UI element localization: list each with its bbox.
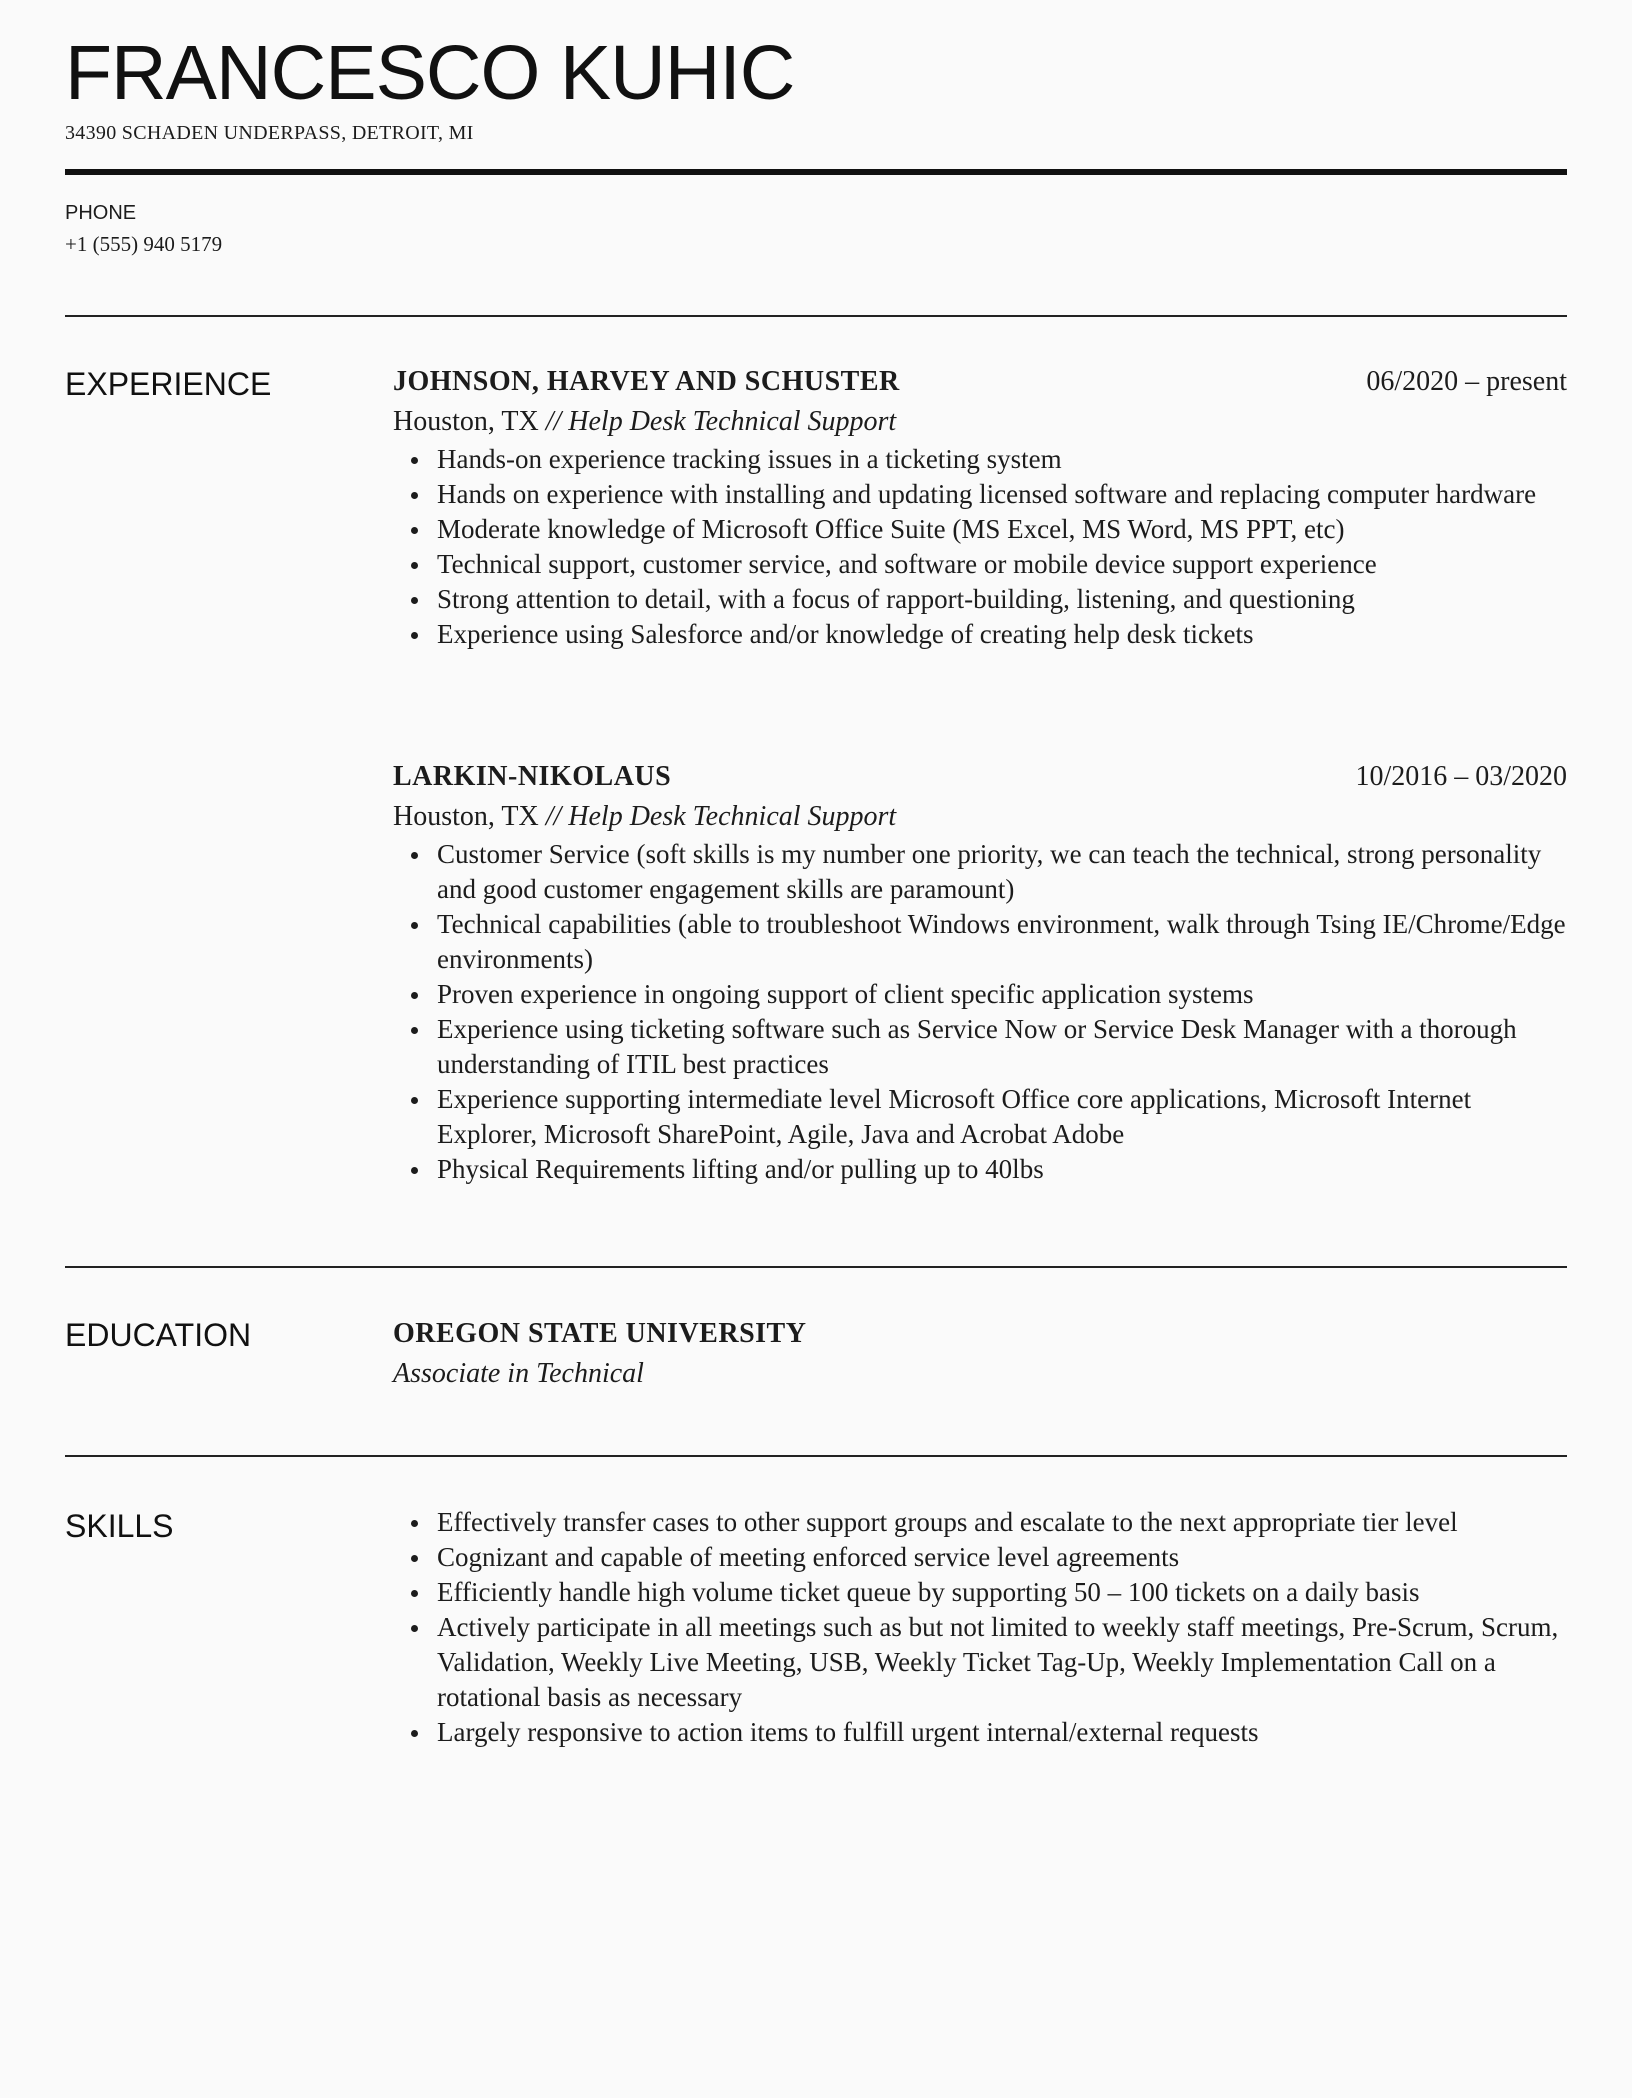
skill-item: Effectively transfer cases to other support groups and escalate to the next appropriate tier level xyxy=(437,1505,1567,1540)
degree-name: Associate in Technical xyxy=(393,1358,644,1389)
bullet-item: Proven experience in ongoing support of client specific application systems xyxy=(437,977,1567,1012)
job-dates: 06/2020 – present xyxy=(1366,366,1567,397)
skill-item: Actively participate in all meetings such as but not limited to weekly staff meetings, Pre-Scrum, Scrum, Validation, Weekly Live Meeting, USB, Weekly Ticket Tag-Up, Weekly Implementation Call on a rotational basis as necessary xyxy=(437,1610,1567,1715)
phone-label: PHONE xyxy=(65,202,137,224)
bullet-item: Experience supporting intermediate level Microsoft Office core applications, Microsoft Internet Explorer, Microsoft SharePoint, Agile, Java and Acrobat Adobe xyxy=(437,1082,1567,1152)
job-role: Help Desk Technical Support xyxy=(568,406,897,437)
bullet-item: Hands on experience with installing and updating licensed software and replacing computer hardware xyxy=(437,477,1567,512)
bullet-item: Moderate knowledge of Microsoft Office Suite (MS Excel, MS Word, MS PPT, etc) xyxy=(437,512,1567,547)
bullet-item: Customer Service (soft skills is my number one priority, we can teach the technical, strong personality and good customer engagement skills are paramount) xyxy=(437,837,1567,907)
header-divider xyxy=(65,169,1567,175)
bullet-item: Experience using Salesforce and/or knowledge of creating help desk tickets xyxy=(437,617,1567,652)
skills-entry xyxy=(393,1505,1567,1750)
job-dates: 10/2016 – 03/2020 xyxy=(1355,761,1567,792)
bullet-item: Technical support, customer service, and software or mobile device support experience xyxy=(437,547,1567,582)
school-name: OREGON STATE UNIVERSITY xyxy=(393,1318,807,1349)
skills-list xyxy=(393,1505,1567,1750)
education-heading: EDUCATION xyxy=(65,1317,252,1353)
section-divider xyxy=(65,1455,1567,1457)
education-entry xyxy=(393,1314,1567,1394)
job-separator: // xyxy=(545,406,562,437)
bullet-item: Technical capabilities (able to troubleshoot Windows environment, walk through Tsing IE/Chrome/Edge environments) xyxy=(437,907,1567,977)
skill-item: Efficiently handle high volume ticket queue by supporting 50 – 100 tickets on a daily basis xyxy=(437,1575,1567,1610)
job-company: LARKIN-NIKOLAUS xyxy=(393,761,672,792)
bullet-item: Physical Requirements lifting and/or pulling up to 40lbs xyxy=(437,1152,1567,1187)
bullet-item: Experience using ticketing software such as Service Now or Service Desk Manager with a thorough understanding of ITIL best practices xyxy=(437,1012,1567,1082)
section-divider xyxy=(65,315,1567,317)
job-entry xyxy=(393,757,1567,1187)
job-separator: // xyxy=(545,801,562,832)
job-location: Houston, TX xyxy=(393,406,539,437)
bullet-item: Strong attention to detail, with a focus of rapport-building, listening, and questioning xyxy=(437,582,1567,617)
candidate-name: FRANCESCO KUHIC xyxy=(65,30,795,116)
job-role: Help Desk Technical Support xyxy=(568,801,897,832)
phone-number: +1 (555) 940 5179 xyxy=(65,232,223,256)
job-bullets xyxy=(393,837,1567,1187)
experience-heading: EXPERIENCE xyxy=(65,366,272,402)
job-company: JOHNSON, HARVEY AND SCHUSTER xyxy=(393,366,900,397)
job-bullets xyxy=(393,442,1567,652)
bullet-item: Hands-on experience tracking issues in a ticketing system xyxy=(437,442,1567,477)
candidate-address: 34390 SCHADEN UNDERPASS, DETROIT, MI xyxy=(65,122,474,144)
skill-item: Largely responsive to action items to fulfill urgent internal/external requests xyxy=(437,1715,1567,1750)
skill-item: Cognizant and capable of meeting enforced service level agreements xyxy=(437,1540,1567,1575)
job-entry xyxy=(393,362,1567,652)
section-divider xyxy=(65,1266,1567,1268)
job-location: Houston, TX xyxy=(393,801,539,832)
skills-heading: SKILLS xyxy=(65,1508,174,1544)
